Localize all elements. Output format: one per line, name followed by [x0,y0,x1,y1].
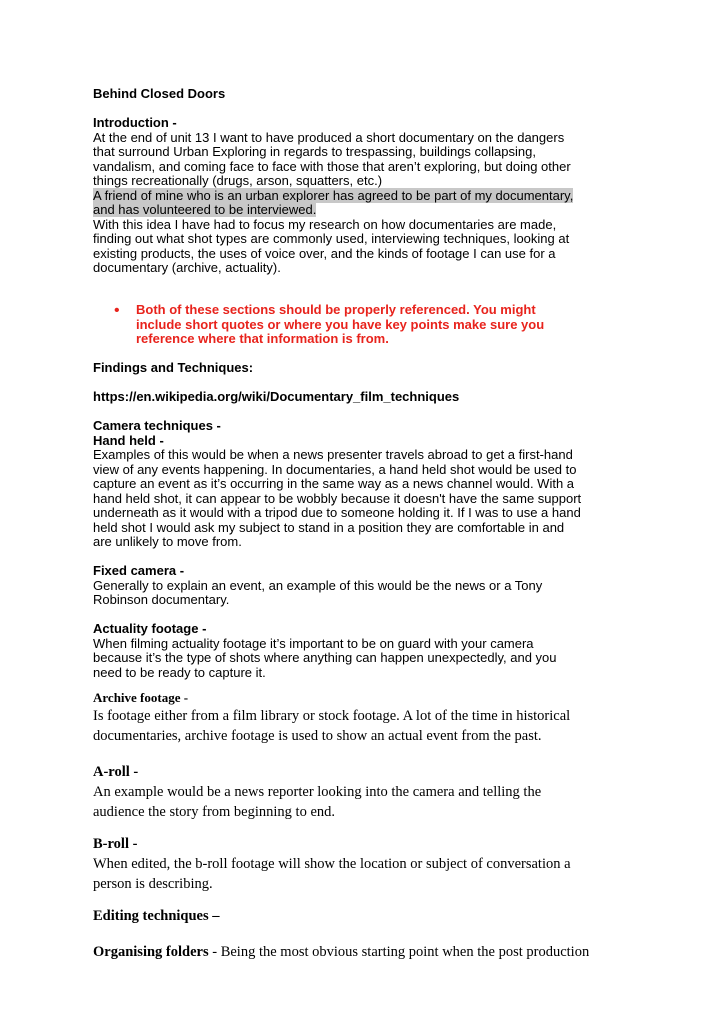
fixed-camera-section [93,564,603,608]
actuality-footage-section [93,622,603,680]
actuality-line: need to be ready to capture it. [93,664,266,680]
bullet-icon: • [114,302,120,319]
intro-line: things recreationally (drugs, arson, squatters, etc.) [93,173,383,188]
highlighted-text: and has volunteered to be interviewed. [93,202,317,217]
b-roll-section [93,834,603,894]
document-title: Behind Closed Doors [93,86,226,101]
a-roll-line: audience the story from beginning to end. [93,804,336,820]
reference-note [136,303,596,347]
hand-held-line: capture an event as it’s occurring in the same way as a news channel would. With a [93,476,575,491]
actuality-footage-heading: Actuality footage - [93,621,207,636]
intro-line: With this idea I have had to focus my research on how documentaries are made, [93,216,557,232]
actuality-line: When filming actuality footage it’s important to be on guard with your camera [93,635,534,651]
hand-held-line: Examples of this would be when a news presenter travels abroad to get a first-hand [93,447,573,462]
hand-held-line: underneath as it would with a tripod due to someone holding it. If I was to use a hand [93,505,581,520]
intro-line: vandalism, and coming face to face with those that aren’t exploring, but doing other [93,158,571,174]
hand-held-line: held shot I would ask my subject to stand in a position they are comfortable in and [93,519,565,535]
organising-folders-text: - Being the most obvious starting point when the post production [208,944,590,960]
a-roll-heading: A-roll - [93,764,139,780]
archive-footage-heading: Archive footage - [93,690,189,705]
organising-folders-heading: Organising folders [93,944,209,960]
editing-techniques-heading: Editing techniques – [93,908,220,924]
camera-techniques-section [93,419,603,550]
intro-line: finding out what shot types are commonly used, interviewing techniques, looking at [93,231,570,246]
archive-line: Is footage either from a film library or stock footage. A lot of the time in historical [93,708,571,724]
organising-folders-paragraph [93,942,603,962]
b-roll-heading: B-roll - [93,836,138,852]
b-roll-line: person is describing. [93,876,213,892]
fixed-camera-line: Generally to explain an event, an example of this would be the news or a Tony [93,577,543,593]
fixed-camera-heading: Fixed camera - [93,563,185,578]
hand-held-line: view of any events happening. In documentaries, a hand held shot would be used to [93,461,577,477]
intro-line: existing products, the uses of voice over, and the kinds of footage I can use for a [93,245,556,261]
b-roll-line: When edited, the b-roll footage will show the location or subject of conversation a [93,856,571,872]
introduction-section [93,116,603,276]
archive-line: documentaries, archive footage is used to show an actual event from the past. [93,728,542,744]
intro-line: At the end of unit 13 I want to have produced a short documentary on the dangers [93,129,565,145]
hand-held-line: are unlikely to move from. [93,534,242,549]
intro-line: documentary (archive, actuality). [93,260,281,275]
archive-footage-section [93,690,603,746]
note-line: include short quotes or where you have key points make sure you [136,316,545,332]
note-line: reference where that information is from. [136,331,389,346]
findings-heading: Findings and Techniques: [93,360,254,375]
introduction-heading: Introduction - [93,115,177,130]
intro-line: that surround Urban Exploring in regards to trespassing, buildings collapsing, [93,144,536,159]
note-line: Both of these sections should be properly referenced. You might [136,302,536,317]
camera-techniques-heading: Camera techniques - [93,418,221,433]
highlighted-text: A friend of mine who is an urban explorer has agreed to be part of my documentary, [93,187,574,203]
a-roll-line: An example would be a news reporter looking into the camera and telling the [93,784,542,800]
hand-held-line: hand held shot, it can appear to be wobbly because it doesn't have the same support [93,490,582,506]
fixed-camera-line: Robinson documentary. [93,592,230,607]
reference-link[interactable]: https://en.wikipedia.org/wiki/Documentary_film_techniques [93,389,460,404]
hand-held-heading: Hand held - [93,432,164,448]
a-roll-section [93,762,603,822]
actuality-line: because it’s the type of shots where anything can happen unexpectedly, and you [93,650,557,665]
